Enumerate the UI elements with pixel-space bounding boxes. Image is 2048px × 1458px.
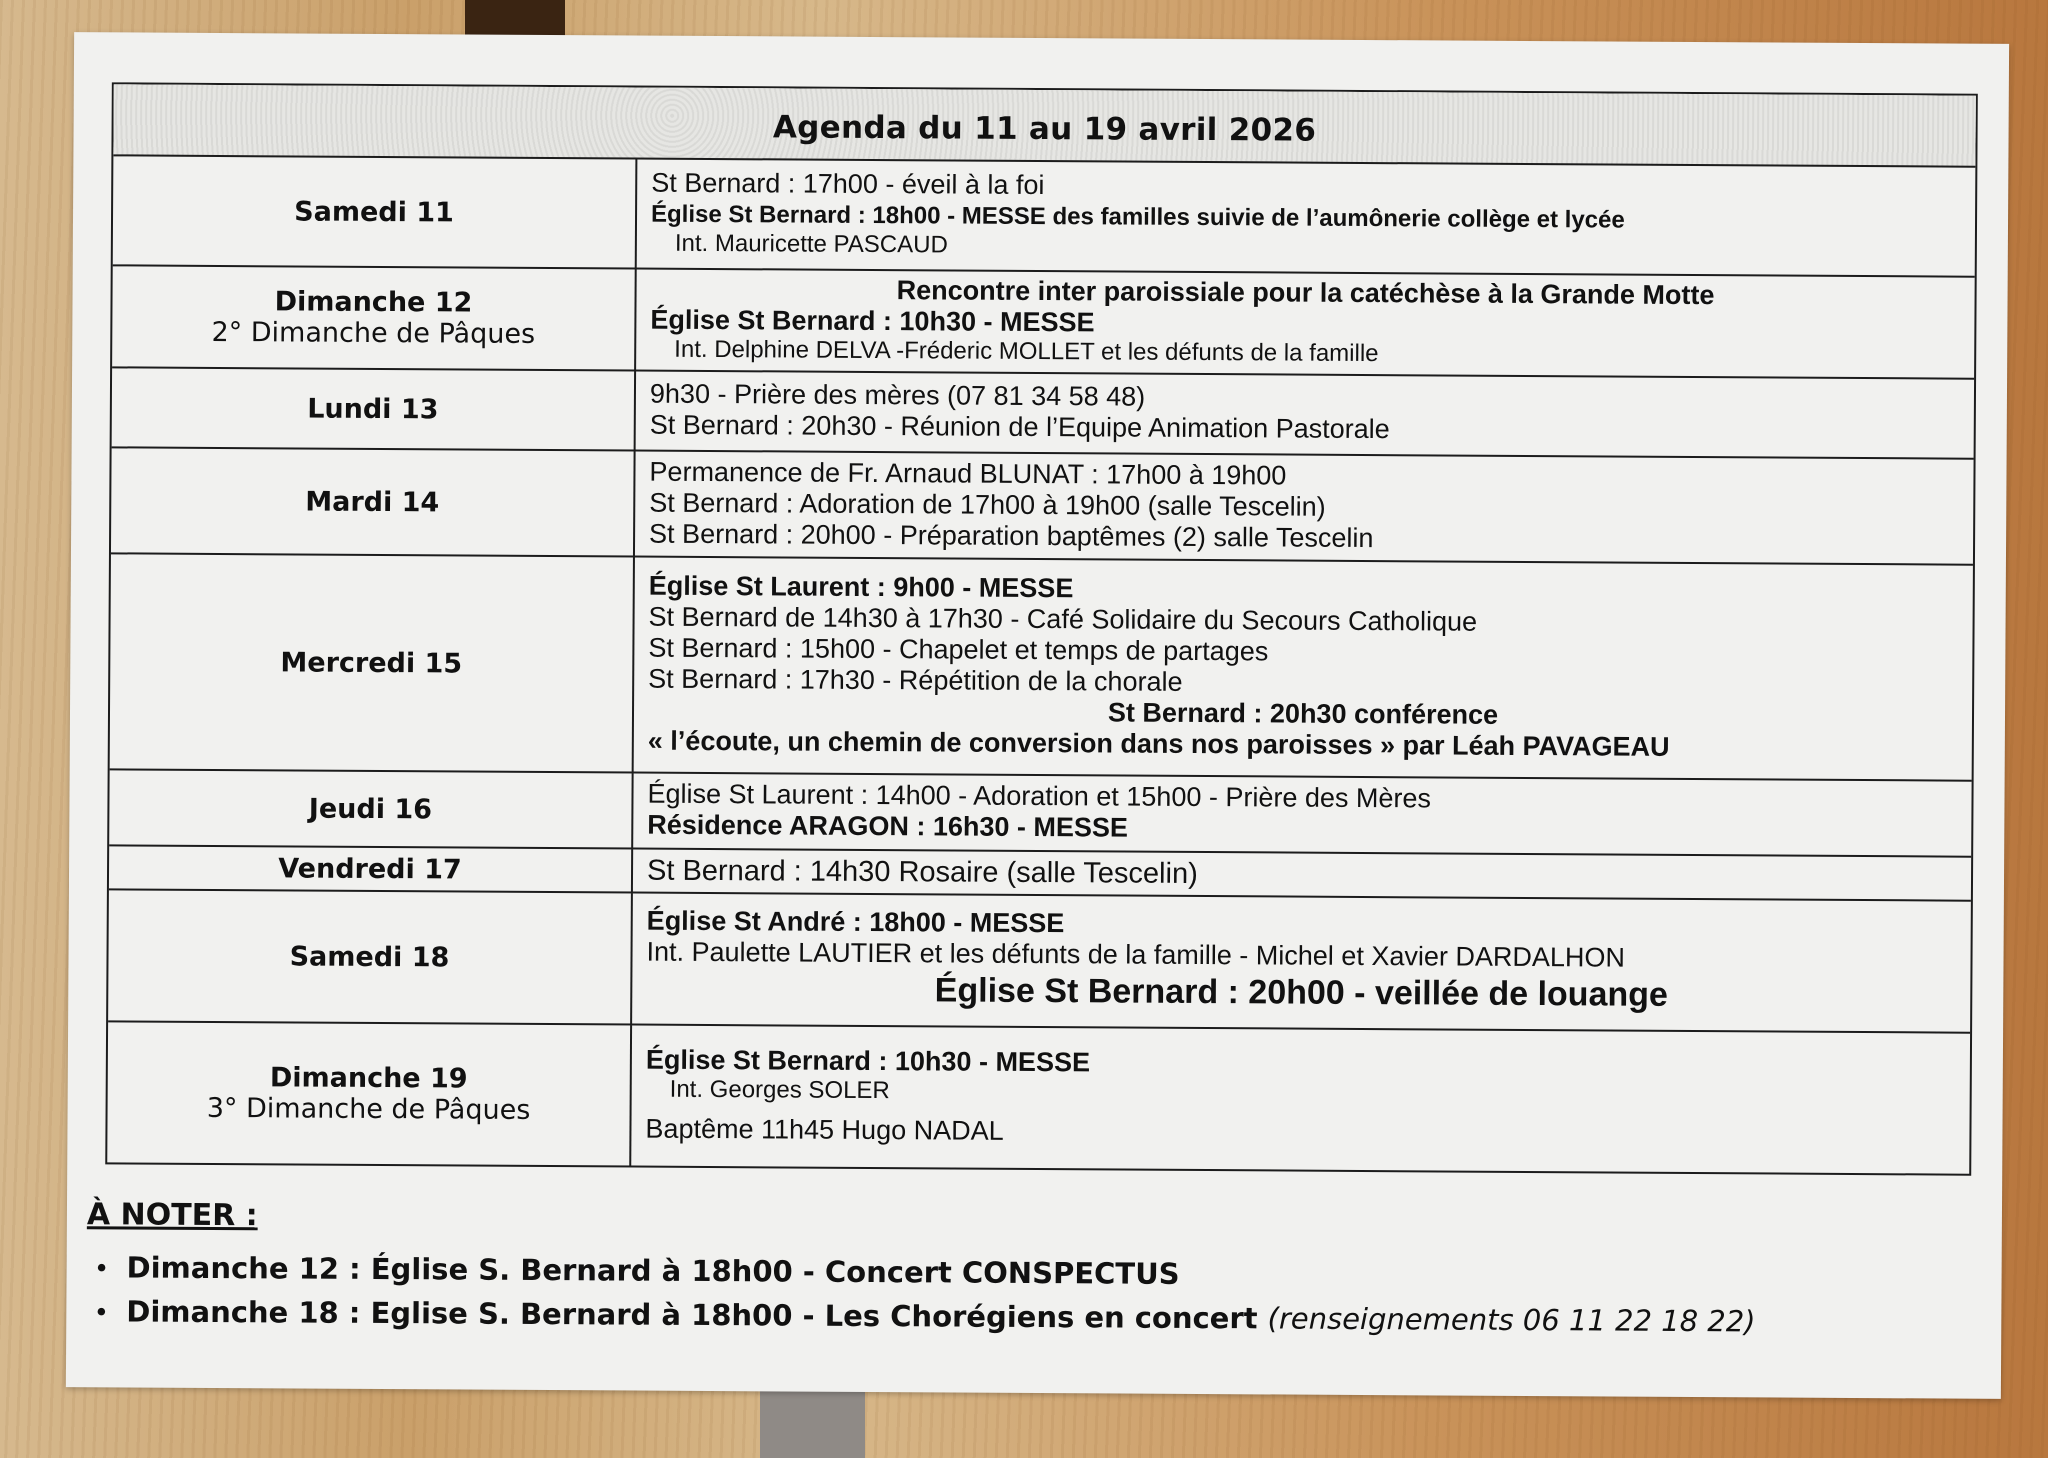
events-cell: [632, 894, 1971, 1032]
notes-list: [76, 1246, 1957, 1345]
event-line: Baptême 11h45 Hugo NADAL: [645, 1113, 1004, 1146]
day-name: Vendredi 17: [278, 852, 462, 885]
day-subtitle: 2° Dimanche de Pâques: [211, 316, 536, 350]
day-cell: [113, 156, 638, 267]
events-cell: [636, 270, 1975, 378]
day-name: Jeudi 16: [308, 793, 433, 825]
events-cell: [634, 558, 1973, 780]
event-line: St Bernard : 20h30 - Réunion de l’Equipe Animation Pastorale: [649, 409, 1390, 445]
paper-sheet: [66, 32, 2009, 1399]
day-cell: [109, 770, 633, 847]
day-cell: [108, 890, 633, 1023]
agenda-table: [105, 82, 1978, 1175]
event-line: Int. Delphine DELVA -Fréderic MOLLET et les défunts de la famille: [674, 335, 1379, 368]
events-cell: [636, 372, 1974, 458]
event-line: Église St Bernard : 18h00 - MESSE des familles suivie de l’aumônerie collège et lycée: [650, 200, 1625, 234]
event-line: Int. Paulette LAUTIER et les défunts de la famille - Michel et Xavier DARDALHON: [646, 936, 1626, 973]
event-line: Rencontre inter paroissiale pour la catéchèse à la Grande Motte: [896, 275, 1715, 311]
event-line: Église St Laurent : 14h00 - Adoration et 15h00 - Prière des Mères: [647, 778, 1432, 814]
day-subtitle: 3° Dimanche de Pâques: [206, 1092, 531, 1126]
day-name: Mardi 14: [305, 486, 440, 518]
events-cell: [635, 452, 1974, 564]
notes-section: [76, 1197, 1957, 1345]
event-line: Église St André : 18h00 - MESSE: [646, 905, 1065, 939]
event-line: Int. Mauricette PASCAUD: [674, 229, 948, 259]
day-row: [108, 890, 1971, 1033]
event-line: St Bernard : 15h00 - Chapelet et temps de partages: [648, 632, 1269, 667]
events-cell: [633, 774, 1971, 856]
events-cell: [633, 850, 1971, 900]
event-line: « l’écoute, un chemin de conversion dans nos paroisses » par Léah PAVAGEAU: [647, 725, 1670, 762]
event-line: St Bernard : 17h00 - éveil à la foi: [651, 167, 1045, 201]
day-row: [110, 554, 1973, 781]
event-line: Permanence de Fr. Arnaud BLUNAT : 17h00 à 19h00: [649, 456, 1287, 491]
notes-item-text: Dimanche 18 : Eglise S. Bernard à 18h00 - Les Chorégiens en concert: [126, 1294, 1258, 1336]
bench-gap-bottom: [760, 1390, 865, 1458]
day-name: Samedi 11: [294, 195, 454, 228]
agenda-header: [113, 84, 1975, 167]
event-line: St Bernard : 20h00 - Préparation baptêmes (2) salle Tescelin: [649, 518, 1374, 553]
event-line: St Bernard de 14h30 à 17h30 - Café Solidaire du Secours Catholique: [648, 601, 1478, 637]
day-row: [107, 1022, 1970, 1173]
day-cell: [110, 554, 635, 771]
day-row: [111, 448, 1974, 565]
day-cell: [112, 266, 637, 369]
events-cell: [637, 160, 1976, 276]
event-line: St Bernard : Adoration de 17h00 à 19h00 (salle Tescelin): [649, 487, 1326, 522]
event-line: St Bernard : 14h30 Rosaire (salle Tescelin): [646, 854, 1198, 890]
day-cell: [112, 368, 636, 449]
bullet-icon: •: [93, 1298, 110, 1329]
day-cell: [109, 846, 633, 891]
event-line: St Bernard : 20h30 conférence: [1107, 697, 1499, 730]
notes-item-contact: (renseignements 06 11 22 18 22): [1267, 1301, 1756, 1339]
day-cell: [111, 448, 636, 555]
day-name: Dimanche 19: [269, 1062, 468, 1095]
event-line: St Bernard : 17h30 - Répétition de la chorale: [648, 663, 1183, 697]
event-line: 9h30 - Prière des mères (07 81 34 58 48): [649, 378, 1146, 412]
day-name: Dimanche 12: [274, 286, 473, 319]
event-line: Int. Georges SOLER: [669, 1075, 890, 1105]
day-row: [113, 156, 1976, 277]
agenda-title: Agenda du 11 au 19 avril 2026: [772, 109, 1317, 149]
event-line: Église St Laurent : 9h00 - MESSE: [648, 570, 1074, 604]
bullet-icon: •: [93, 1254, 110, 1285]
event-line: Église St Bernard : 10h30 - MESSE: [650, 304, 1095, 338]
day-name: Samedi 18: [289, 940, 450, 973]
day-row: [112, 266, 1975, 379]
event-line: Église St Bernard : 10h30 - MESSE: [645, 1044, 1091, 1078]
notes-item-text: Dimanche 12 : Église S. Bernard à 18h00 - Concert CONSPECTUS: [126, 1250, 1180, 1291]
day-row: [112, 368, 1974, 459]
events-cell: [631, 1026, 1970, 1174]
day-row: [109, 770, 1971, 857]
event-line: Résidence ARAGON : 16h30 - MESSE: [647, 809, 1129, 843]
event-line: Église St Bernard : 20h00 - veillée de louange: [934, 971, 1668, 1014]
day-name: Lundi 13: [307, 393, 439, 425]
notes-heading: À NOTER :: [86, 1197, 258, 1234]
day-cell: [107, 1022, 632, 1165]
day-name: Mercredi 15: [280, 646, 463, 679]
